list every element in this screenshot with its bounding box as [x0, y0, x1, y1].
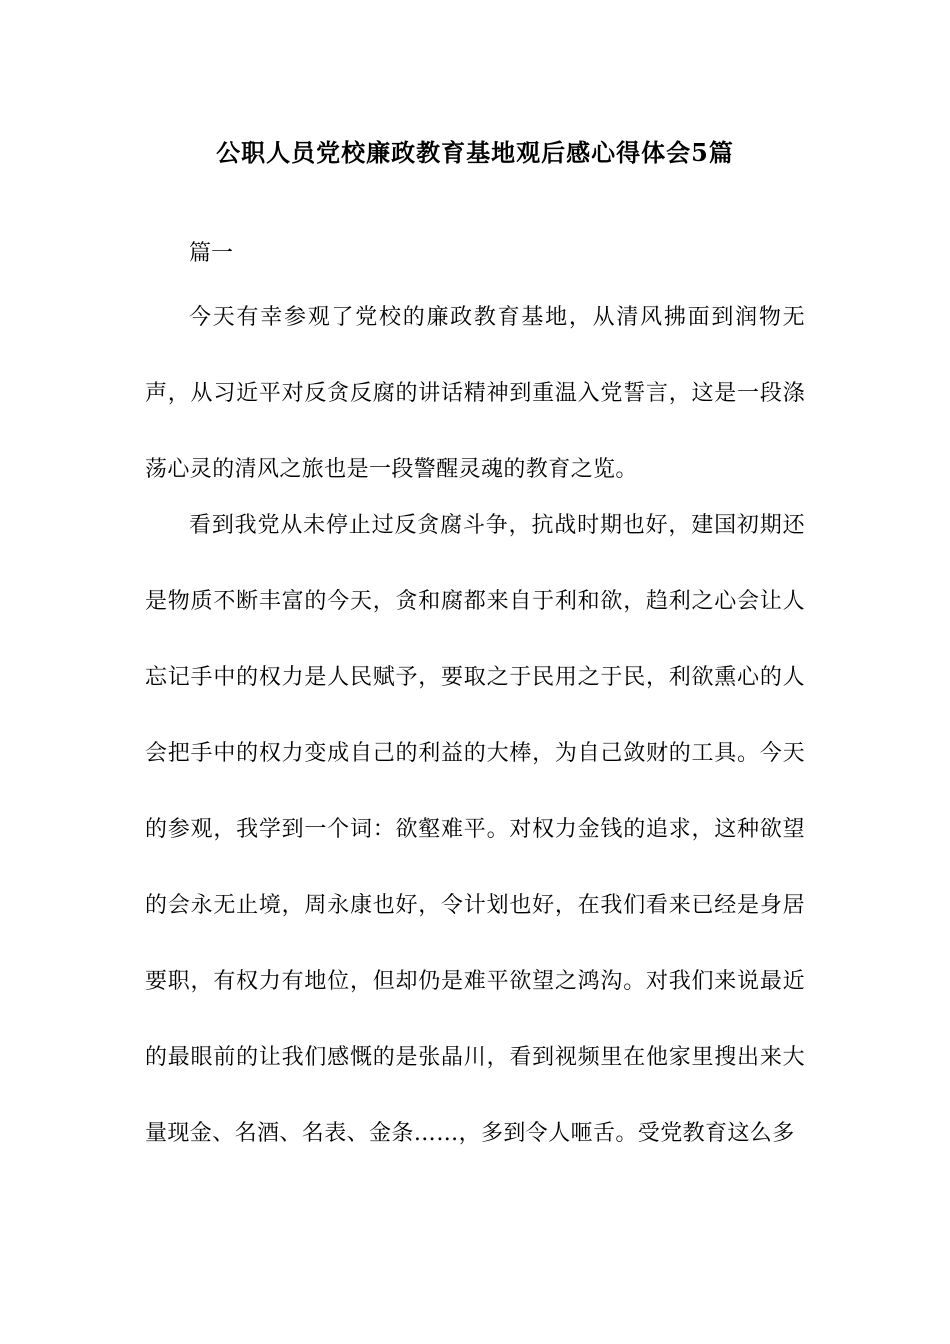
section-heading: 篇一	[189, 241, 234, 266]
paragraph-2: 看到我党从未停止过反贪腐斗争，抗战时期也好，建国初期还是物质不断丰富的今天，贪和腐都来自于利和欲，趋利之心会让人忘记手中的权力是人民赋予，要取之于民用之于民，利欲熏心的人会把手中的权力变成自己的利益的大棒，为自己敛财的工具。今天的参观，我学到一个词：欲壑难平。对权力金钱的追求，这种欲望的会永无止境，周永康也好，令计划也好，在我们看来已经是身居要职，有权力有地位，但却仍是难平欲望之鸿沟。对我们来说最近的最眼前的让我们感慨的是张晶川，看到视频里在他家里搜出来大量现金、名酒、名表、金条……，多到令人咂舌。受党教育这么多	[145, 513, 805, 1146]
document-title: 公职人员党校廉政教育基地观后感心得体会5篇	[216, 138, 734, 167]
paragraph-1: 今天有幸参观了党校的廉政教育基地，从清风拂面到润物无声，从习近平对反贪反腐的讲话精神到重温入党誓言，这是一段涤荡心灵的清风之旅也是一段警醒灵魂的教育之览。	[145, 305, 805, 482]
